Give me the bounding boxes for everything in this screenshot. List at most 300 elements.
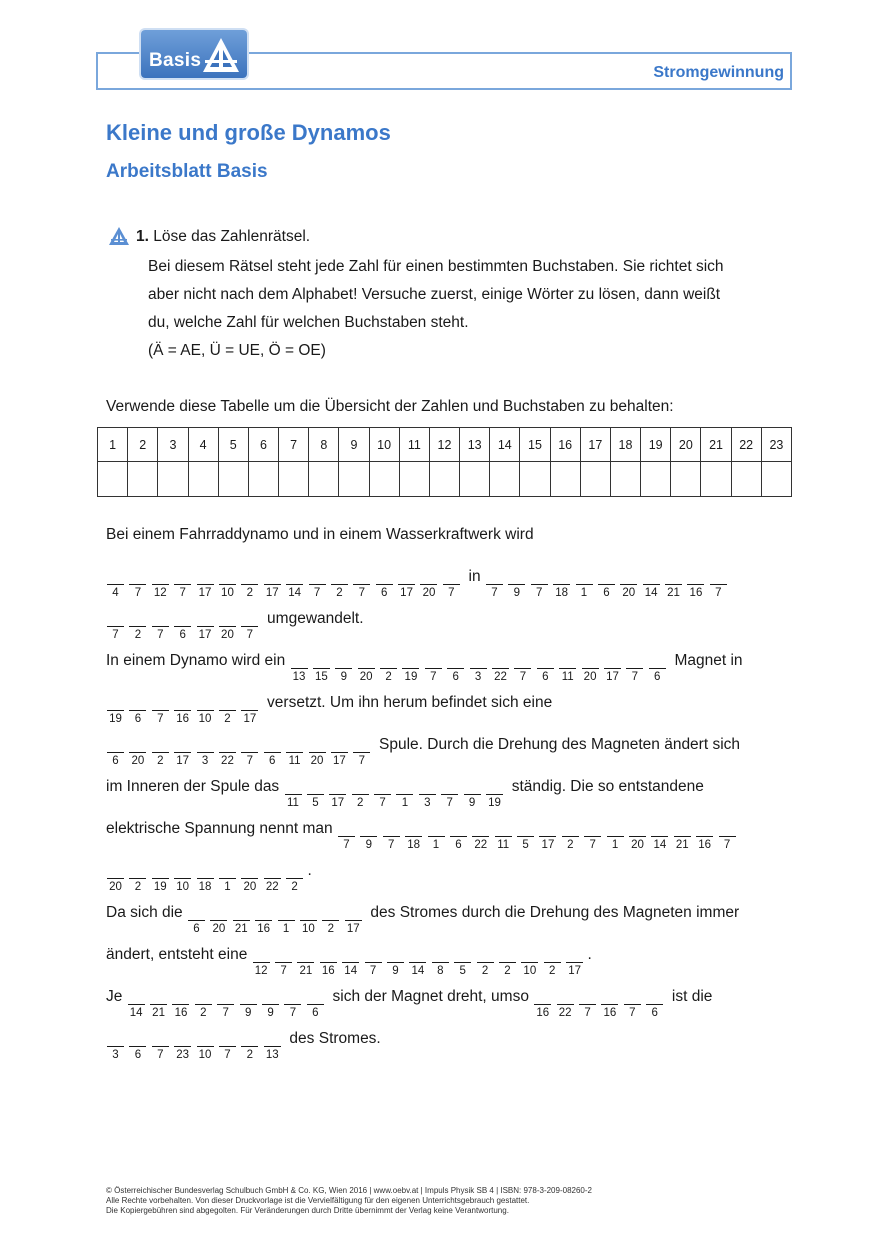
table-number-cell: 7 xyxy=(279,428,309,462)
letter-blank[interactable] xyxy=(173,567,192,601)
table-letter-cell[interactable] xyxy=(671,462,701,497)
letter-blank[interactable] xyxy=(625,651,644,685)
letter-blank[interactable] xyxy=(397,567,416,601)
blank-number: 22 xyxy=(494,671,507,683)
blank-line xyxy=(241,609,258,627)
letter-blank[interactable] xyxy=(263,735,282,769)
blank-line xyxy=(219,1029,236,1047)
blank-number: 7 xyxy=(246,755,254,767)
letter-blank[interactable] xyxy=(128,861,147,895)
blank-number: 7 xyxy=(448,587,455,599)
letter-blank[interactable] xyxy=(446,651,465,685)
blank-line xyxy=(320,945,337,963)
blank-line xyxy=(553,567,570,585)
letter-blank[interactable] xyxy=(565,945,584,979)
footer xyxy=(106,1186,806,1216)
answer-blank-group[interactable] xyxy=(106,735,375,769)
basis-logo xyxy=(141,30,247,78)
letter-blank[interactable] xyxy=(128,567,147,601)
letter-blank[interactable] xyxy=(173,861,192,895)
table-number-cell: 8 xyxy=(309,428,339,462)
letter-blank[interactable] xyxy=(308,567,327,601)
letter-blank[interactable] xyxy=(173,1029,192,1063)
blank-number: 7 xyxy=(358,587,365,599)
blank-number: 7 xyxy=(388,839,395,851)
blank-number: 19 xyxy=(488,797,501,809)
letter-blank[interactable] xyxy=(619,567,638,601)
table-letter-cell[interactable] xyxy=(520,462,550,497)
letter-blank[interactable] xyxy=(321,903,340,937)
blank-line xyxy=(217,987,234,1005)
letter-blank[interactable] xyxy=(352,567,371,601)
table-letter-cell[interactable] xyxy=(309,462,339,497)
letter-blank[interactable] xyxy=(284,777,303,811)
letter-blank[interactable] xyxy=(239,987,258,1021)
answer-blank-group[interactable] xyxy=(106,609,263,643)
letter-blank[interactable] xyxy=(575,567,594,601)
letter-blank[interactable] xyxy=(196,609,215,643)
letter-blank[interactable] xyxy=(352,735,371,769)
letter-blank[interactable] xyxy=(173,693,192,727)
blank-number: 2 xyxy=(134,629,142,641)
letter-blank[interactable] xyxy=(209,903,228,937)
blank-number: 10 xyxy=(198,1049,212,1061)
blank-number: 16 xyxy=(174,1007,188,1019)
table-letter-cell[interactable] xyxy=(188,462,218,497)
table-letter-cell[interactable] xyxy=(490,462,520,497)
letter-blank[interactable] xyxy=(218,693,237,727)
letter-blank[interactable] xyxy=(283,987,302,1021)
letter-blank[interactable] xyxy=(218,1029,237,1063)
letter-blank[interactable] xyxy=(240,861,259,895)
letter-blank[interactable] xyxy=(695,819,714,853)
letter-blank[interactable] xyxy=(485,567,504,601)
blank-number: 3 xyxy=(474,671,482,683)
blank-line xyxy=(579,987,596,1005)
answer-blank-group[interactable] xyxy=(106,567,464,601)
table-letter-cell[interactable] xyxy=(460,462,490,497)
blank-line xyxy=(309,735,326,753)
task-line: Bei diesem Rätsel steht jede Zahl für einen bestimmten Buchstaben. Sie richtet sich xyxy=(148,258,724,275)
blank-number: 7 xyxy=(224,1049,231,1061)
letter-blank[interactable] xyxy=(628,819,647,853)
letter-blank[interactable] xyxy=(449,819,468,853)
letter-blank[interactable] xyxy=(476,945,495,979)
blank-line xyxy=(174,609,191,627)
blank-number: 17 xyxy=(331,797,345,809)
blank-number: 17 xyxy=(243,713,257,725)
blank-number: 5 xyxy=(459,965,466,977)
letter-blank[interactable] xyxy=(556,987,575,1021)
blank-number: 15 xyxy=(314,671,328,683)
letter-blank[interactable] xyxy=(128,609,147,643)
letter-blank[interactable] xyxy=(552,567,571,601)
letter-blank[interactable] xyxy=(600,987,619,1021)
blank-number: 17 xyxy=(198,629,212,641)
letter-blank[interactable] xyxy=(650,819,669,853)
table-letter-cell[interactable] xyxy=(429,462,459,497)
answer-blank-group[interactable] xyxy=(284,777,508,811)
letter-blank[interactable] xyxy=(106,693,125,727)
answer-blank-group[interactable] xyxy=(106,1029,285,1063)
answer-blank-group[interactable] xyxy=(533,987,667,1021)
blank-line xyxy=(172,987,189,1005)
letter-blank[interactable] xyxy=(718,819,737,853)
letter-blank[interactable] xyxy=(642,567,661,601)
letter-blank[interactable] xyxy=(664,567,683,601)
task-instruction: Löse das Zahlenrätsel. xyxy=(153,228,311,245)
letter-blank[interactable] xyxy=(252,945,271,979)
table-letter-cell[interactable] xyxy=(399,462,429,497)
blank-line xyxy=(195,987,212,1005)
letter-blank[interactable] xyxy=(196,1029,215,1063)
letter-blank[interactable] xyxy=(351,777,370,811)
blank-line xyxy=(710,567,727,585)
blank-number: 8 xyxy=(437,965,444,977)
table-letter-cell[interactable] xyxy=(731,462,761,497)
letter-blank[interactable] xyxy=(106,861,125,895)
letter-blank[interactable] xyxy=(334,651,353,685)
blank-number: 3 xyxy=(201,755,209,767)
letter-blank[interactable] xyxy=(442,567,461,601)
puzzle-line xyxy=(106,525,806,567)
table-number-cell: 10 xyxy=(369,428,399,462)
letter-blank[interactable] xyxy=(261,987,280,1021)
letter-blank[interactable] xyxy=(513,651,532,685)
letter-blank[interactable] xyxy=(196,693,215,727)
letter-blank[interactable] xyxy=(344,903,363,937)
letter-blank[interactable] xyxy=(498,945,517,979)
table-number-cell: 9 xyxy=(339,428,369,462)
blank-line xyxy=(197,861,214,879)
blank-number: 20 xyxy=(243,881,257,893)
blank-line xyxy=(358,651,375,669)
letter-blank[interactable] xyxy=(507,567,526,601)
letter-blank[interactable] xyxy=(520,945,539,979)
letter-blank[interactable] xyxy=(194,987,213,1021)
blank-number: 11 xyxy=(287,797,299,809)
letter-blank[interactable] xyxy=(240,609,259,643)
table-number-cell: 3 xyxy=(158,428,188,462)
blank-line xyxy=(521,945,538,963)
table-number-cell: 6 xyxy=(248,428,278,462)
blank-line xyxy=(486,567,503,585)
letter-blank[interactable] xyxy=(558,651,577,685)
letter-blank[interactable] xyxy=(106,609,125,643)
letter-blank[interactable] xyxy=(538,819,557,853)
letter-blank[interactable] xyxy=(216,987,235,1021)
answer-blank-group[interactable] xyxy=(485,567,731,601)
letter-blank[interactable] xyxy=(530,567,549,601)
letter-blank[interactable] xyxy=(516,819,535,853)
answer-blank-group[interactable] xyxy=(337,819,740,853)
answer-blank-group[interactable] xyxy=(127,987,329,1021)
letter-blank[interactable] xyxy=(218,861,237,895)
table-letter-cell[interactable] xyxy=(98,462,128,497)
letter-blank[interactable] xyxy=(673,819,692,853)
letter-blank[interactable] xyxy=(128,735,147,769)
blank-line xyxy=(152,861,169,879)
letter-blank[interactable] xyxy=(127,987,146,1021)
letter-blank[interactable] xyxy=(623,987,642,1021)
blank-line xyxy=(562,819,579,837)
blank-line xyxy=(419,777,436,795)
letter-blank[interactable] xyxy=(285,735,304,769)
letter-blank[interactable] xyxy=(440,777,459,811)
letter-blank[interactable] xyxy=(319,945,338,979)
table-letter-cell[interactable] xyxy=(610,462,640,497)
puzzle-text-segment: Magnet in xyxy=(670,652,743,669)
blank-line xyxy=(537,651,554,669)
letter-blank[interactable] xyxy=(240,1029,259,1063)
blank-number: 17 xyxy=(333,755,346,767)
letter-blank[interactable] xyxy=(463,777,482,811)
blank-number: 21 xyxy=(299,965,313,977)
letter-blank[interactable] xyxy=(375,567,394,601)
blank-line xyxy=(197,735,214,753)
blank-number: 7 xyxy=(358,755,365,767)
letter-blank[interactable] xyxy=(561,819,580,853)
letter-blank[interactable] xyxy=(606,819,625,853)
letter-blank[interactable] xyxy=(328,777,347,811)
blank-number: 20 xyxy=(131,755,145,767)
blank-number: 7 xyxy=(589,839,596,851)
letter-blank[interactable] xyxy=(453,945,472,979)
blank-line xyxy=(514,651,531,669)
blank-line xyxy=(495,819,512,837)
answer-blank-group[interactable] xyxy=(290,651,671,685)
letter-blank[interactable] xyxy=(401,651,420,685)
letter-blank[interactable] xyxy=(128,1029,147,1063)
letter-blank[interactable] xyxy=(603,651,622,685)
letter-blank[interactable] xyxy=(357,651,376,685)
letter-blank[interactable] xyxy=(578,987,597,1021)
puzzle-text-segment: . xyxy=(307,862,312,879)
letter-blank[interactable] xyxy=(359,819,378,853)
blank-number: 2 xyxy=(504,965,511,977)
letter-blank[interactable] xyxy=(306,777,325,811)
page-subtitle: Arbeitsblatt Basis xyxy=(106,161,268,182)
letter-blank[interactable] xyxy=(308,735,327,769)
letter-blank[interactable] xyxy=(151,609,170,643)
letter-blank[interactable] xyxy=(330,735,349,769)
table-letter-cell[interactable] xyxy=(580,462,610,497)
letter-blank[interactable] xyxy=(106,567,125,601)
letter-blank[interactable] xyxy=(583,819,602,853)
letter-blank[interactable] xyxy=(218,735,237,769)
letter-blank[interactable] xyxy=(379,651,398,685)
blank-number: 14 xyxy=(644,587,658,599)
answer-blank-group[interactable] xyxy=(106,693,263,727)
table-letter-cell[interactable] xyxy=(369,462,399,497)
blank-number: 20 xyxy=(359,671,373,683)
letter-blank[interactable] xyxy=(196,861,215,895)
puzzle-line xyxy=(106,651,806,693)
section-title: Stromgewinnung xyxy=(653,64,784,81)
puzzle-text-segment: Je xyxy=(106,988,127,1005)
letter-blank[interactable] xyxy=(709,567,728,601)
letter-blank[interactable] xyxy=(330,567,349,601)
blank-number: 6 xyxy=(269,755,276,767)
letter-blank[interactable] xyxy=(364,945,383,979)
letter-blank[interactable] xyxy=(395,777,414,811)
letter-blank[interactable] xyxy=(485,777,504,811)
letter-blank[interactable] xyxy=(382,819,401,853)
puzzle-line xyxy=(106,609,806,651)
letter-blank[interactable] xyxy=(285,861,304,895)
letter-blank[interactable] xyxy=(471,819,490,853)
blank-line xyxy=(604,651,621,669)
answer-blank-group[interactable] xyxy=(106,861,308,895)
blank-number: 11 xyxy=(497,839,510,851)
letter-blank[interactable] xyxy=(494,819,513,853)
letter-blank[interactable] xyxy=(427,819,446,853)
blank-number: 18 xyxy=(555,587,568,599)
letter-blank[interactable] xyxy=(408,945,427,979)
puzzle-text-segment: ist die xyxy=(667,988,713,1005)
table-letter-cell[interactable] xyxy=(279,462,309,497)
letter-blank[interactable] xyxy=(686,567,705,601)
letter-blank[interactable] xyxy=(151,693,170,727)
letter-blank[interactable] xyxy=(536,651,555,685)
letter-blank[interactable] xyxy=(218,567,237,601)
letter-blank[interactable] xyxy=(149,987,168,1021)
cipher-table xyxy=(97,427,792,497)
letter-blank[interactable] xyxy=(543,945,562,979)
blank-number: 16 xyxy=(176,713,190,725)
blank-line xyxy=(374,777,391,795)
table-letter-cell[interactable] xyxy=(641,462,671,497)
blank-line xyxy=(188,903,205,921)
letter-blank[interactable] xyxy=(232,903,251,937)
letter-blank[interactable] xyxy=(386,945,405,979)
letter-blank[interactable] xyxy=(151,861,170,895)
letter-blank[interactable] xyxy=(533,987,552,1021)
letter-blank[interactable] xyxy=(285,567,304,601)
letter-blank[interactable] xyxy=(645,987,664,1021)
letter-blank[interactable] xyxy=(312,651,331,685)
letter-blank[interactable] xyxy=(240,567,259,601)
letter-blank[interactable] xyxy=(290,651,309,685)
table-letter-cell[interactable] xyxy=(158,462,188,497)
blank-number: 19 xyxy=(404,671,418,683)
letter-blank[interactable] xyxy=(597,567,616,601)
task-number: 1. xyxy=(136,228,149,245)
blank-number: 7 xyxy=(430,671,437,683)
table-letter-cell[interactable] xyxy=(701,462,731,497)
letter-blank[interactable] xyxy=(469,651,488,685)
letter-blank[interactable] xyxy=(419,567,438,601)
blank-line xyxy=(174,567,191,585)
blank-line xyxy=(450,819,467,837)
table-letter-cell[interactable] xyxy=(550,462,580,497)
letter-blank[interactable] xyxy=(648,651,667,685)
letter-blank[interactable] xyxy=(581,651,600,685)
blank-number: 6 xyxy=(312,1007,319,1019)
letter-blank[interactable] xyxy=(277,903,296,937)
blank-number: 2 xyxy=(157,755,164,767)
puzzle-text-segment: ändert, entsteht eine xyxy=(106,946,252,963)
letter-blank[interactable] xyxy=(173,609,192,643)
letter-blank[interactable] xyxy=(341,945,360,979)
letter-blank[interactable] xyxy=(431,945,450,979)
answer-blank-group[interactable] xyxy=(252,945,588,979)
letter-blank[interactable] xyxy=(424,651,443,685)
letter-blank[interactable] xyxy=(491,651,510,685)
table-letter-cell[interactable] xyxy=(248,462,278,497)
table-number-cell: 1 xyxy=(98,428,128,462)
blank-line xyxy=(345,903,362,921)
letter-blank[interactable] xyxy=(173,735,192,769)
blank-line xyxy=(152,693,169,711)
letter-blank[interactable] xyxy=(254,903,273,937)
letter-blank[interactable] xyxy=(404,819,423,853)
letter-blank[interactable] xyxy=(296,945,315,979)
blank-number: 14 xyxy=(411,965,425,977)
blank-number: 2 xyxy=(224,713,231,725)
blank-line xyxy=(629,819,646,837)
letter-blank[interactable] xyxy=(128,693,147,727)
letter-blank[interactable] xyxy=(187,903,206,937)
letter-blank[interactable] xyxy=(106,1029,125,1063)
blank-line xyxy=(264,1029,281,1047)
blank-number: 2 xyxy=(291,881,298,893)
blank-line xyxy=(219,609,236,627)
letter-blank[interactable] xyxy=(418,777,437,811)
blank-number: 3 xyxy=(112,1049,119,1061)
blank-number: 2 xyxy=(385,671,392,683)
letter-blank[interactable] xyxy=(196,735,215,769)
table-letter-cell[interactable] xyxy=(218,462,248,497)
blank-line xyxy=(376,567,393,585)
blank-line xyxy=(531,567,548,585)
letter-blank[interactable] xyxy=(196,567,215,601)
blank-line xyxy=(387,945,404,963)
letter-blank[interactable] xyxy=(373,777,392,811)
letter-blank[interactable] xyxy=(151,1029,170,1063)
blank-number: 19 xyxy=(109,713,122,725)
blank-line xyxy=(107,567,124,585)
letter-blank[interactable] xyxy=(274,945,293,979)
letter-blank[interactable] xyxy=(299,903,318,937)
blank-line xyxy=(210,903,227,921)
table-letter-cell[interactable] xyxy=(339,462,369,497)
blank-line xyxy=(582,651,599,669)
letter-blank[interactable] xyxy=(337,819,356,853)
blank-line xyxy=(129,609,146,627)
letter-blank[interactable] xyxy=(151,735,170,769)
letter-blank[interactable] xyxy=(263,1029,282,1063)
blank-line xyxy=(443,567,460,585)
letter-blank[interactable] xyxy=(171,987,190,1021)
blank-number: 18 xyxy=(198,881,212,893)
letter-blank[interactable] xyxy=(240,693,259,727)
blank-line xyxy=(441,777,458,795)
blank-number: 7 xyxy=(222,1007,229,1019)
letter-blank[interactable] xyxy=(106,735,125,769)
letter-blank[interactable] xyxy=(151,567,170,601)
blank-number: 7 xyxy=(157,629,164,641)
table-letter-cell[interactable] xyxy=(128,462,158,497)
table-letter-cell[interactable] xyxy=(761,462,791,497)
letter-blank[interactable] xyxy=(218,609,237,643)
letter-blank[interactable] xyxy=(263,861,282,895)
letter-blank[interactable] xyxy=(306,987,325,1021)
letter-blank[interactable] xyxy=(263,567,282,601)
answer-blank-group[interactable] xyxy=(187,903,366,937)
letter-blank[interactable] xyxy=(240,735,259,769)
blank-line xyxy=(286,567,303,585)
